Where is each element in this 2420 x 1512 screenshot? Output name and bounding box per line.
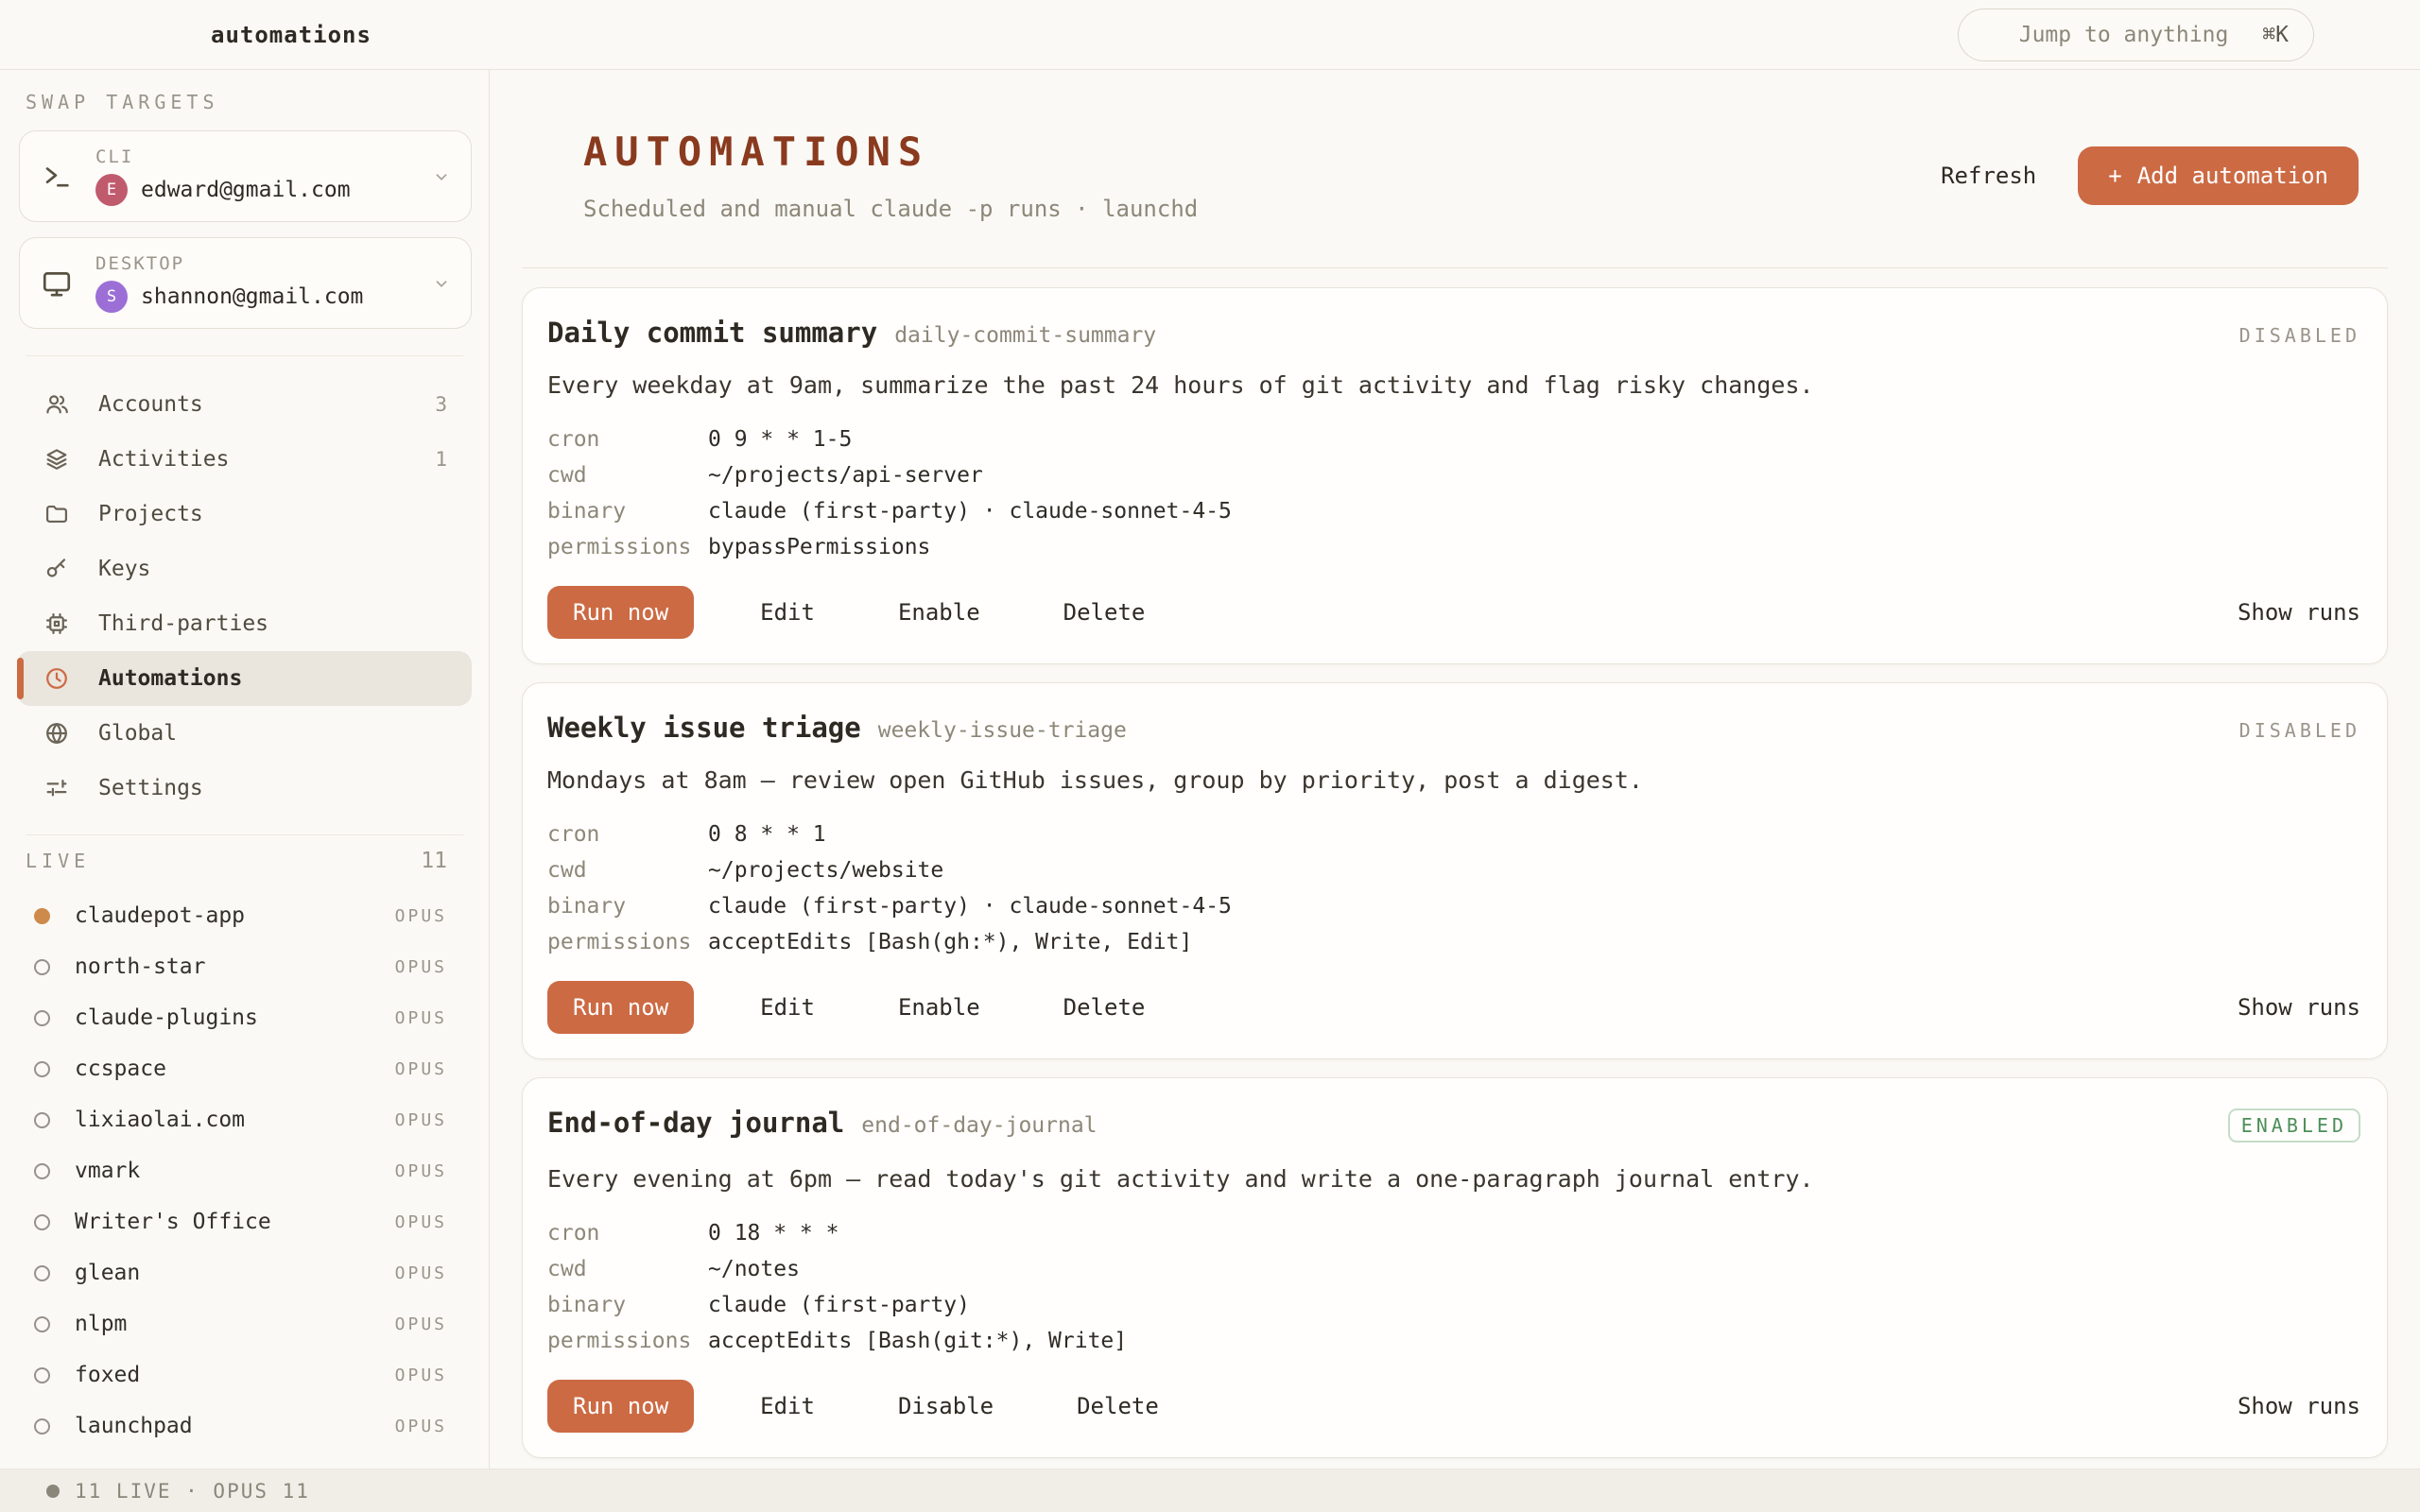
live-project-name: glean — [75, 1261, 141, 1285]
moon-icon — [2352, 22, 2377, 47]
sidebar-item-count: 1 — [435, 448, 447, 471]
live-model-tag: OPUS — [394, 1416, 447, 1436]
field-row — [547, 816, 2360, 852]
sidebar-item-label: Global — [98, 721, 178, 746]
live-status-dot-icon — [34, 959, 50, 975]
delete-button[interactable]: Delete — [1037, 599, 1172, 626]
header-divider — [522, 267, 2388, 268]
live-project-row[interactable] — [0, 941, 489, 992]
live-project-name: ccspace — [75, 1057, 166, 1081]
field-key: cron — [547, 427, 600, 452]
live-model-tag: OPUS — [394, 905, 447, 926]
automation-card — [522, 287, 2388, 664]
field-value: acceptEdits [Bash(gh:*), Write, Edit] — [708, 930, 1193, 954]
home-icon — [173, 23, 198, 47]
sidebar-item-projects[interactable] — [17, 487, 472, 541]
live-status-dot-icon — [34, 908, 50, 924]
automation-cards — [522, 287, 2388, 1458]
automation-slug: end-of-day-journal — [861, 1113, 1098, 1138]
live-status-dot-icon — [34, 1010, 50, 1026]
sidebar-item-global[interactable] — [17, 706, 472, 761]
live-status-dot-icon — [34, 1061, 50, 1077]
field-row — [547, 1323, 2360, 1359]
sidebar-item-third-parties[interactable] — [17, 596, 472, 651]
target-email: shannon@gmail.com — [141, 284, 364, 309]
status-bar — [0, 1469, 2420, 1512]
chip-icon — [43, 610, 70, 637]
users-icon — [43, 391, 70, 418]
sidebar-item-settings[interactable] — [17, 761, 472, 816]
live-status-dot-icon — [34, 1265, 50, 1281]
sidebar-item-label: Third-parties — [98, 611, 269, 636]
swap-targets-label: SWAP TARGETS — [26, 91, 219, 113]
live-project-name: vmark — [75, 1159, 141, 1183]
enable-button[interactable]: Enable — [872, 599, 1007, 626]
field-key: binary — [547, 499, 627, 524]
avatar: E — [95, 174, 128, 206]
field-value: bypassPermissions — [708, 535, 931, 559]
folder-icon — [43, 501, 70, 527]
sidebar-item-keys[interactable] — [17, 541, 472, 596]
app-title: automations — [211, 21, 372, 48]
delete-button[interactable]: Delete — [1037, 994, 1172, 1021]
live-project-name: claudepot-app — [75, 903, 246, 928]
live-model-tag: OPUS — [394, 1211, 447, 1232]
live-list — [0, 890, 489, 1469]
automation-fields — [547, 1215, 2360, 1359]
live-status-dot-icon — [34, 1112, 50, 1128]
live-project-name: Writer's Office — [75, 1210, 271, 1234]
status-dot-icon — [46, 1485, 60, 1498]
run-now-button[interactable]: Run now — [547, 981, 694, 1034]
field-key: binary — [547, 894, 627, 919]
live-model-tag: OPUS — [394, 1109, 447, 1130]
live-model-tag: OPUS — [394, 1263, 447, 1283]
live-project-row[interactable] — [0, 1145, 489, 1196]
field-row — [547, 457, 2360, 493]
avatar: S — [95, 281, 128, 313]
field-key: cwd — [547, 858, 587, 883]
jump-search-input[interactable] — [1958, 9, 2314, 61]
sidebar-item-activities[interactable] — [17, 432, 472, 487]
terminal-icon — [41, 161, 73, 193]
automation-slug: weekly-issue-triage — [877, 718, 1127, 743]
app-shell — [0, 70, 2420, 1469]
status-badge: ENABLED — [2228, 1108, 2360, 1143]
live-status-dot-icon — [34, 1214, 50, 1230]
live-project-row[interactable] — [0, 1196, 489, 1247]
field-row — [547, 852, 2360, 888]
automation-card — [522, 1077, 2388, 1458]
field-row — [547, 1215, 2360, 1251]
live-project-row[interactable] — [0, 1247, 489, 1298]
page-header — [583, 129, 2388, 222]
add-automation-button[interactable] — [2078, 146, 2359, 205]
sidebar-item-label: Settings — [98, 776, 203, 800]
live-project-row[interactable] — [0, 1298, 489, 1349]
live-project-row[interactable] — [0, 992, 489, 1043]
target-kind-label: CLI — [95, 146, 134, 167]
live-model-tag: OPUS — [394, 1058, 447, 1079]
enable-button[interactable]: Enable — [872, 994, 1007, 1021]
sidebar-item-label: Projects — [98, 502, 203, 526]
add-automation-label: Add automation — [2136, 162, 2328, 189]
field-value: claude (first-party) · claude-sonnet-4-5 — [708, 894, 1232, 919]
run-now-button[interactable]: Run now — [547, 586, 694, 639]
field-key: permissions — [547, 535, 692, 559]
live-count: 11 — [421, 849, 447, 873]
field-key: binary — [547, 1293, 627, 1317]
automation-description: Mondays at 8am — review open GitHub issues, group by priority, post a digest. — [547, 766, 1643, 794]
sidebar-item-label: Keys — [98, 557, 151, 581]
field-value: claude (first-party) · claude-sonnet-4-5 — [708, 499, 1232, 524]
live-project-row[interactable] — [0, 1400, 489, 1452]
live-status-dot-icon — [34, 1367, 50, 1383]
field-value: 0 18 * * * — [708, 1221, 839, 1246]
field-row — [547, 924, 2360, 960]
edit-button[interactable]: Edit — [734, 1393, 841, 1419]
page-title: AUTOMATIONS — [583, 129, 930, 175]
field-value: 0 8 * * 1 — [708, 822, 826, 847]
live-model-tag: OPUS — [394, 1160, 447, 1181]
live-project-name: claude-plugins — [75, 1005, 258, 1030]
field-value: ~/notes — [708, 1257, 800, 1281]
run-now-button[interactable]: Run now — [547, 1380, 694, 1433]
show-runs-button[interactable]: Show runs — [2237, 994, 2360, 1021]
live-header — [0, 849, 489, 873]
delete-button[interactable]: Delete — [1050, 1393, 1185, 1419]
live-project-name: launchpad — [75, 1414, 193, 1438]
sidebar-nav — [0, 369, 489, 823]
live-project-name: lixiaolai.com — [75, 1108, 246, 1132]
page-subtitle: Scheduled and manual claude -p runs · launchd — [583, 196, 1199, 222]
field-key: permissions — [547, 930, 692, 954]
swap-target-desktop[interactable] — [19, 237, 472, 329]
live-label: LIVE — [26, 850, 91, 872]
sidebar-item-label: Automations — [98, 666, 243, 691]
search-placeholder: Jump to anything — [2018, 22, 2229, 47]
field-key: permissions — [547, 1329, 692, 1353]
sidebar-item-label: Accounts — [98, 392, 203, 417]
field-row — [547, 493, 2360, 529]
plus-icon: + — [2108, 162, 2122, 189]
clock-icon — [43, 665, 70, 692]
sliders-icon — [43, 775, 70, 801]
monitor-icon — [41, 267, 73, 300]
automation-title: Daily commit summary — [547, 317, 878, 349]
live-project-row[interactable] — [0, 1043, 489, 1094]
sidebar-item-accounts[interactable] — [17, 377, 472, 432]
field-key: cron — [547, 1221, 600, 1246]
swap-targets-header — [0, 91, 489, 113]
automation-description: Every evening at 6pm — read today's git activity and write a one-paragraph journal entry. — [547, 1165, 1814, 1193]
search-icon — [1983, 25, 2004, 45]
automation-title: Weekly issue triage — [547, 712, 861, 744]
automation-card — [522, 682, 2388, 1059]
live-project-row[interactable] — [0, 890, 489, 941]
refresh-label: Refresh — [1941, 162, 2037, 189]
theme-toggle-button[interactable] — [2342, 13, 2386, 57]
automation-description: Every weekday at 9am, summarize the past 24 hours of git activity and flag risky changes. — [547, 371, 1814, 399]
live-status-dot-icon — [34, 1418, 50, 1435]
live-model-tag: OPUS — [394, 956, 447, 977]
field-row — [547, 1251, 2360, 1287]
app-brand — [173, 22, 372, 48]
chevron-down-icon — [431, 166, 452, 187]
live-project-name: north-star — [75, 954, 206, 979]
sidebar-item-count: 3 — [435, 393, 447, 416]
swap-target-cli[interactable] — [19, 130, 472, 222]
globe-icon — [43, 720, 70, 747]
automation-title: End-of-day journal — [547, 1107, 845, 1139]
field-value: ~/projects/website — [708, 858, 944, 883]
field-value: claude (first-party) — [708, 1293, 970, 1317]
show-runs-button[interactable]: Show runs — [2237, 1393, 2360, 1419]
field-value: acceptEdits [Bash(git:*), Write] — [708, 1329, 1128, 1353]
sidebar-divider — [26, 355, 463, 356]
field-row — [547, 1287, 2360, 1323]
edit-button[interactable]: Edit — [734, 599, 841, 626]
disable-button[interactable]: Disable — [872, 1393, 1020, 1419]
sidebar-divider — [26, 834, 463, 835]
live-project-name: foxed — [75, 1363, 141, 1387]
field-key: cwd — [547, 463, 587, 488]
sidebar-item-label: Activities — [98, 447, 230, 472]
field-row — [547, 421, 2360, 457]
live-model-tag: OPUS — [394, 1007, 447, 1028]
field-row — [547, 888, 2360, 924]
field-row — [547, 529, 2360, 565]
field-key: cwd — [547, 1257, 587, 1281]
refresh-icon — [1904, 163, 1927, 187]
sidebar — [0, 70, 490, 1469]
live-model-tag: OPUS — [394, 1314, 447, 1334]
topbar — [0, 0, 2420, 70]
live-model-tag: OPUS — [394, 1365, 447, 1385]
refresh-button[interactable] — [1904, 163, 2036, 189]
live-project-row[interactable] — [0, 1094, 489, 1145]
live-status-dot-icon — [34, 1163, 50, 1179]
chevron-down-icon — [431, 273, 452, 294]
field-value: 0 9 * * 1-5 — [708, 427, 853, 452]
main-content — [490, 70, 2420, 1469]
edit-button[interactable]: Edit — [734, 994, 841, 1021]
target-email: edward@gmail.com — [141, 178, 351, 202]
target-kind-label: DESKTOP — [95, 253, 185, 274]
search-shortcut: ⌘K — [2262, 22, 2289, 47]
layers-icon — [43, 446, 70, 472]
status-bar-text: 11 LIVE · OPUS 11 — [75, 1479, 310, 1503]
automation-fields — [547, 816, 2360, 960]
automation-fields — [547, 421, 2360, 565]
sidebar-item-automations[interactable] — [17, 651, 472, 706]
live-project-row[interactable] — [0, 1349, 489, 1400]
automation-slug: daily-commit-summary — [894, 323, 1157, 348]
show-runs-button[interactable]: Show runs — [2237, 599, 2360, 626]
live-status-dot-icon — [34, 1316, 50, 1332]
field-key: cron — [547, 822, 600, 847]
field-value: ~/projects/api-server — [708, 463, 983, 488]
status-badge: DISABLED — [2238, 719, 2360, 742]
status-badge: DISABLED — [2238, 324, 2360, 347]
key-icon — [43, 556, 70, 582]
live-project-name: nlpm — [75, 1312, 128, 1336]
